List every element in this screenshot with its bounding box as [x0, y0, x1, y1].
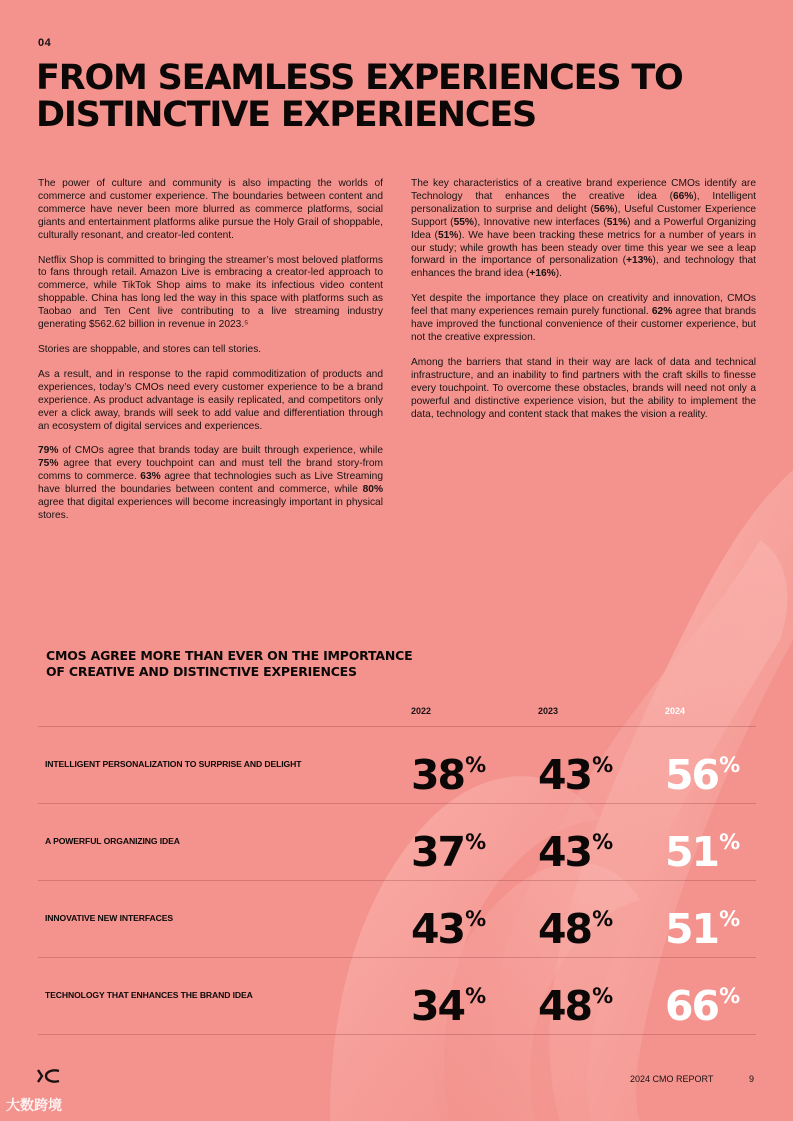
chart-title: CMOS AGREE MORE THAN EVER ON THE IMPORTANCE OF CREATIVE AND DISTINCTIVE EXPERIENCES — [46, 648, 413, 679]
percent-sign: % — [465, 753, 486, 777]
value-number: 34 — [411, 982, 465, 1030]
text-run: ) and a Powerful Organizing Idea ( — [411, 216, 757, 241]
watermark: 大数跨境 — [6, 1097, 62, 1113]
row-label: A POWERFUL ORGANIZING IDEA — [45, 836, 180, 846]
stat: 51% — [437, 229, 459, 241]
page-title: FROM SEAMLESS EXPERIENCES TO DISTINCTIVE EXPERIENCES — [36, 58, 683, 135]
stat: 63% — [140, 471, 161, 483]
value-number: 51 — [665, 905, 719, 953]
stat: 55% — [453, 216, 474, 228]
text-run: agree that every touchpoint can and must tell the brand story-from comms to commerce. — [38, 458, 383, 483]
section-number: 04 — [38, 37, 52, 49]
percent-sign: % — [719, 984, 740, 1008]
value-number: 43 — [411, 905, 465, 953]
stat: 79% — [38, 445, 59, 457]
value-cell-2022 — [411, 741, 485, 799]
text-run: ), and technology that enhances the brand idea ( — [411, 255, 757, 280]
page-number: 9 — [749, 1074, 755, 1084]
value-cell-2024 — [665, 895, 739, 953]
stat: 75% — [38, 458, 59, 470]
value-number: 38 — [411, 751, 465, 799]
paragraph: Among the barriers that stand in their way are lack of data and technical infrastructure, and an inability to find partners with the craft skills to finesse every touchpoint. To overcome these obstacles, brands will need not only a powerful and distinctive experience vision, but the ability to implement the data, technology and content stack that makes the vision a reality. — [411, 356, 756, 420]
value-cell-2024 — [665, 741, 739, 799]
value-cell-2022 — [411, 818, 485, 876]
text-run: ), Useful Customer Experience Support ( — [411, 203, 756, 228]
text-run: Yet despite the importance they place on creativity and innovation, CMOs feel that many experiences remain purely functional. — [411, 293, 756, 318]
text-run: ). We have been tracking these metrics for a number of years in our study; while growth has been steady over time this year we see a leap forward in the importance of personalization ( — [411, 229, 756, 267]
text-run: agree that digital experiences will become increasingly important in physical stores. — [38, 497, 383, 521]
table-row — [38, 958, 756, 1035]
stat: +13% — [626, 255, 653, 267]
percent-sign: % — [592, 830, 613, 854]
stat: +16% — [529, 268, 556, 280]
right-column — [411, 178, 756, 433]
paragraph: As a result, and in response to the rapid commoditization of products and experiences, today’s CMOs need every customer experience to be a brand experience. As product advantage is easily replicated, and competitors only ever a click away, brands will seek to add value and differentiation through an ecosystem of digital services and experiences. — [38, 368, 383, 432]
text-run: ). — [555, 268, 562, 280]
paragraph: Stories are shoppable, and stores can tell stories. — [38, 343, 262, 355]
paragraph: Netflix Shop is committed to bringing the streamer’s most beloved platforms to fans through retail. Amazon Live is embracing a creator-led approach to commerce, while TikTok Shop aims to make its infectious video content shoppable. China has long led the way in this space with platforms such as Taobao and Ten Cent live contributing to a live streaming industry generating $562.62 billion in revenue in 2023.⁵ — [38, 254, 383, 331]
percent-sign: % — [592, 984, 613, 1008]
row-label: TECHNOLOGY THAT ENHANCES THE BRAND IDEA — [45, 990, 253, 1000]
value-number: 37 — [411, 828, 465, 876]
table-body — [38, 727, 756, 1035]
value-number: 66 — [665, 982, 719, 1030]
value-number: 43 — [538, 751, 592, 799]
stat: 62% — [651, 306, 673, 318]
stats-table — [38, 700, 756, 1035]
table-header — [38, 700, 756, 727]
percent-sign: % — [465, 984, 486, 1008]
text-run: of CMOs agree that brands today are built through experience, while — [58, 445, 383, 457]
value-cell-2022 — [411, 972, 485, 1030]
text-run: ), Innovative new interfaces ( — [473, 216, 607, 228]
text-run: agree that technologies such as Live Streaming have blurred the boundaries between content and commerce, while — [38, 471, 383, 496]
table-row — [38, 881, 756, 958]
paragraph — [411, 178, 756, 281]
value-cell-2022 — [411, 895, 485, 953]
stat: 51% — [606, 216, 628, 228]
percent-sign: % — [719, 753, 740, 777]
value-number: 51 — [665, 828, 719, 876]
value-cell-2023 — [538, 895, 612, 953]
left-column — [38, 178, 383, 535]
column-header-2023: 2023 — [538, 706, 559, 716]
table-row — [38, 727, 756, 804]
stat: 56% — [593, 203, 615, 215]
percent-sign: % — [592, 753, 613, 777]
row-label: INTELLIGENT PERSONALIZATION TO SURPRISE AND DELIGHT — [45, 759, 302, 769]
dc-monogram-icon — [37, 1068, 61, 1084]
value-number: 43 — [538, 828, 592, 876]
value-cell-2023 — [538, 818, 612, 876]
percent-sign: % — [465, 907, 486, 931]
value-number: 48 — [538, 905, 592, 953]
report-name: 2024 CMO REPORT — [630, 1074, 714, 1084]
value-number: 48 — [538, 982, 592, 1030]
table-row — [38, 804, 756, 881]
paragraph: The power of culture and community is also impacting the worlds of commerce and customer experience. The boundaries between content and commerce have never been more blurred as commerce platforms, social giants and entertainment platforms alike pursue the Holy Grail of shoppable, culturally resonant, and creator-led content. — [38, 178, 383, 241]
percent-sign: % — [719, 907, 740, 931]
column-header-2022: 2022 — [411, 706, 432, 716]
stat: 66% — [672, 190, 694, 202]
value-cell-2023 — [538, 741, 612, 799]
percent-sign: % — [719, 830, 740, 854]
value-cell-2023 — [538, 972, 612, 1030]
row-label: INNOVATIVE NEW INTERFACES — [45, 913, 174, 923]
text-run: ), Intelligent personalization to surprise and delight ( — [411, 190, 756, 215]
value-number: 56 — [665, 751, 719, 799]
text-run: agree that brands have improved the functional convenience of their customer experience, but not the creative expression. — [411, 306, 756, 343]
paragraph — [38, 445, 383, 522]
percent-sign: % — [465, 830, 486, 854]
value-cell-2024 — [665, 972, 739, 1030]
paragraph — [411, 293, 756, 345]
value-cell-2024 — [665, 818, 739, 876]
percent-sign: % — [592, 907, 613, 931]
text-run: The key characteristics of a creative brand experience CMOs identify are Technology that enhances the creative idea ( — [411, 178, 756, 202]
column-header-2024: 2024 — [665, 706, 686, 716]
stat: 80% — [362, 484, 383, 496]
